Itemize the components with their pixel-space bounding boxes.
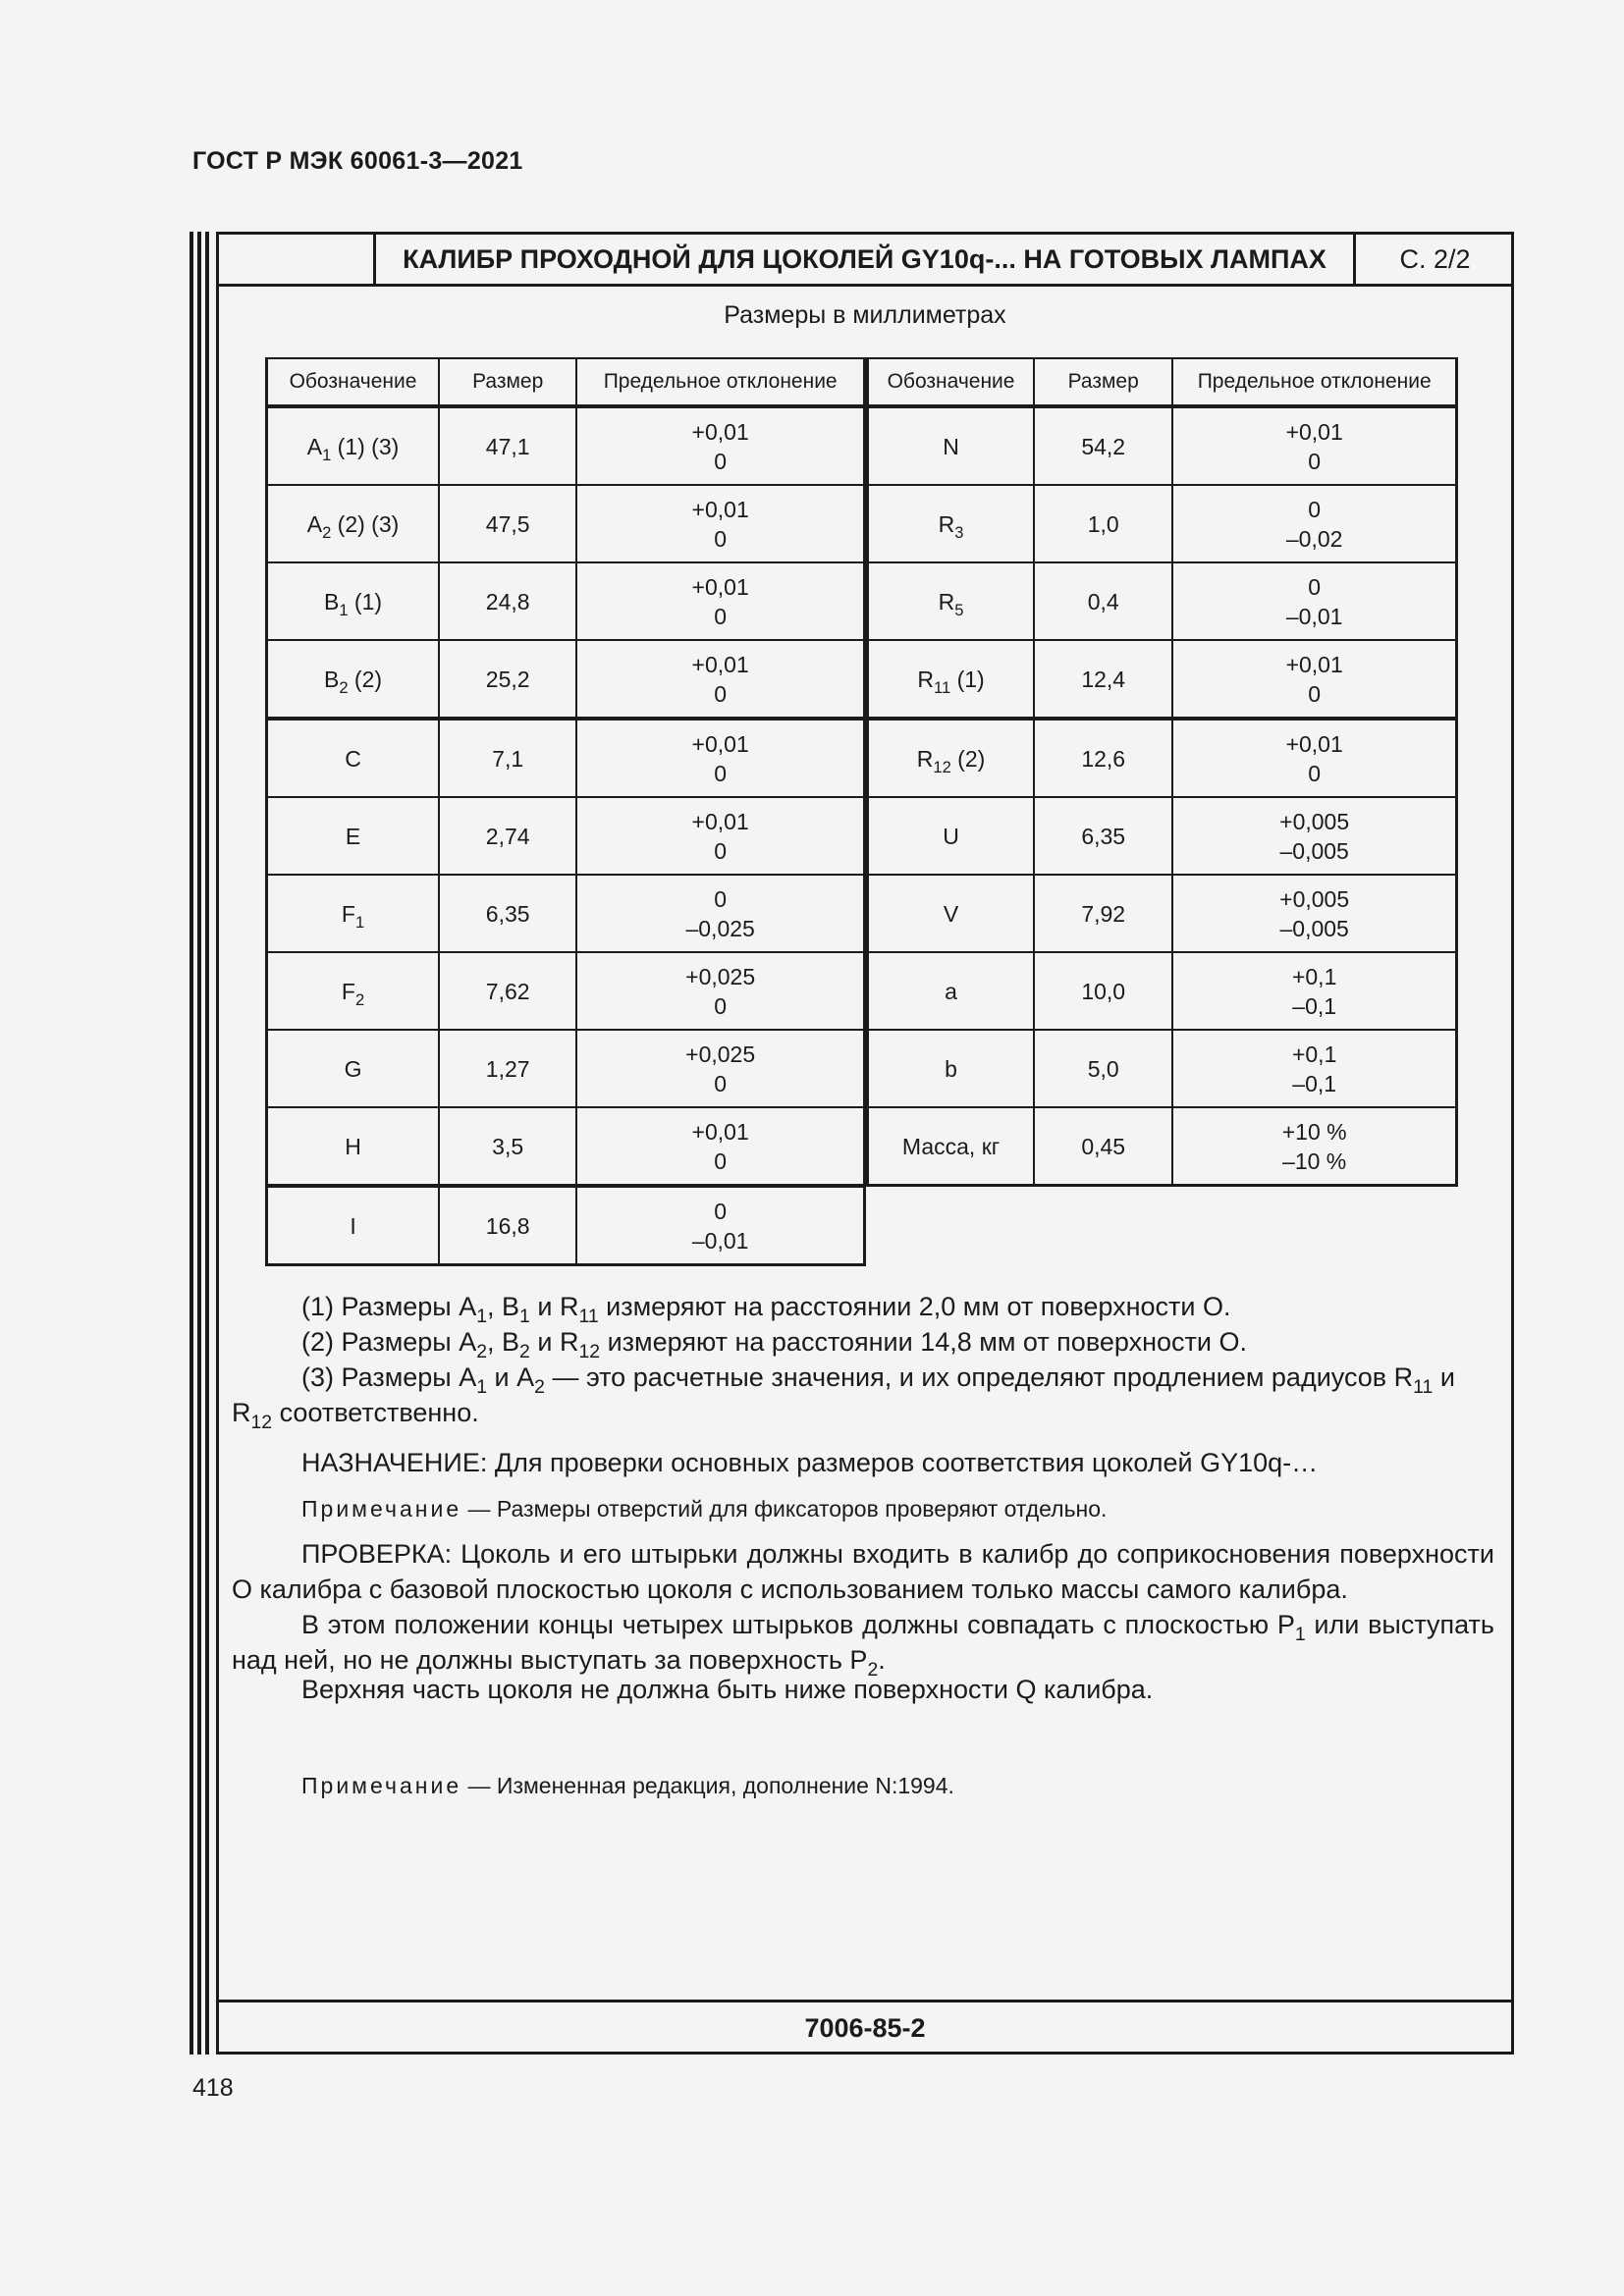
size-cell: 3,5 <box>439 1107 576 1186</box>
size-cell: 12,4 <box>1034 640 1172 719</box>
note-edition: Примечание — Измененная редакция, дополнение N:1994. <box>301 1773 954 1798</box>
table-header-row <box>868 358 1457 406</box>
designation-symbol: a <box>945 978 957 1004</box>
table-row <box>267 562 865 640</box>
deviation-upper: +0,1 <box>1291 1041 1337 1067</box>
deviation-cell <box>576 797 864 875</box>
deviation-cell <box>576 952 864 1030</box>
table-row <box>267 485 865 562</box>
table-row <box>267 406 865 485</box>
deviation-lower: 0 <box>714 992 728 1019</box>
deviation-lower: 0 <box>714 680 728 707</box>
size-cell: 16,8 <box>439 1186 576 1265</box>
deviation-cell <box>1172 797 1456 875</box>
deviation-lower: –10 % <box>1282 1148 1347 1174</box>
designation-symbol: A <box>306 433 323 459</box>
deviation-upper: 0 <box>1308 573 1322 600</box>
table-row <box>868 719 1457 797</box>
designation-cell <box>267 406 440 485</box>
size-cell: 10,0 <box>1034 952 1172 1030</box>
deviation-lower: 0 <box>714 837 728 864</box>
designation-symbol: Масса, кг <box>901 1133 1001 1159</box>
designation-symbol: A <box>306 510 323 537</box>
deviation-cell <box>576 1107 864 1186</box>
designation-subscript: 1 <box>322 445 332 464</box>
size-cell: 7,1 <box>439 719 576 797</box>
size-cell: 12,6 <box>1034 719 1172 797</box>
table-row <box>267 640 865 719</box>
dimensions-table-right <box>866 357 1458 1187</box>
margin-rule <box>205 232 209 2055</box>
designation-cell <box>267 1186 440 1265</box>
deviation-upper: +0,01 <box>691 730 749 757</box>
footer-divider <box>219 2000 1511 2002</box>
size-cell: 5,0 <box>1034 1030 1172 1107</box>
deviation-lower: 0 <box>714 1070 728 1096</box>
designation-symbol: C <box>345 745 361 772</box>
deviation-lower: 0 <box>714 603 728 629</box>
designation-subscript: 11 <box>934 677 951 697</box>
deviation-upper: 0 <box>714 885 728 912</box>
table-row <box>868 797 1457 875</box>
deviation-cell <box>576 485 864 562</box>
deviation-upper: 0 <box>1308 496 1322 522</box>
title-empty-cell <box>219 235 376 284</box>
page-number: 418 <box>192 2074 234 2102</box>
deviation-cell <box>576 562 864 640</box>
designation-symbol: N <box>943 433 959 459</box>
designation-note-ref: (1) <box>348 588 383 614</box>
deviation-upper: +0,01 <box>691 808 749 834</box>
deviation-cell <box>1172 640 1456 719</box>
deviation-lower: 0 <box>1308 680 1322 707</box>
table-row <box>868 406 1457 485</box>
designation-symbol: R <box>938 510 955 537</box>
title-block <box>219 235 1511 287</box>
header-size: Размер <box>1034 358 1172 406</box>
deviation-lower: 0 <box>714 1148 728 1174</box>
designation-subscript: 1 <box>339 600 349 619</box>
deviation-upper: +0,005 <box>1279 885 1350 912</box>
designation-symbol: B <box>323 588 340 614</box>
size-cell: 47,1 <box>439 406 576 485</box>
designation-symbol: R <box>938 588 955 614</box>
size-cell: 7,92 <box>1034 875 1172 952</box>
table-row <box>868 485 1457 562</box>
deviation-cell <box>576 1186 864 1265</box>
sheet-code: 7006-85-2 <box>804 2013 926 2043</box>
deviation-lower: –0,005 <box>1279 915 1349 941</box>
designation-subscript: 12 <box>933 757 951 776</box>
table-row <box>868 640 1457 719</box>
deviation-upper: +0,025 <box>685 1041 756 1067</box>
designation-note-ref: (2) <box>348 666 383 692</box>
table-row <box>267 1107 865 1186</box>
size-cell: 47,5 <box>439 485 576 562</box>
header-designation: Обозначение <box>868 358 1035 406</box>
size-cell: 24,8 <box>439 562 576 640</box>
designation-cell <box>267 1030 440 1107</box>
designation-symbol: G <box>344 1055 362 1082</box>
designation-cell <box>868 797 1035 875</box>
dimensions-table-left <box>265 357 866 1266</box>
size-cell: 0,45 <box>1034 1107 1172 1186</box>
designation-cell <box>868 640 1035 719</box>
designation-symbol: V <box>943 900 959 927</box>
document-header: ГОСТ Р МЭК 60061-3—2021 <box>192 147 523 175</box>
deviation-lower: –0,025 <box>685 915 755 941</box>
margin-rule <box>197 232 201 2055</box>
designation-cell <box>267 875 440 952</box>
deviation-lower: 0 <box>714 448 728 474</box>
designation-subscript: 1 <box>354 912 365 932</box>
size-cell: 0,4 <box>1034 562 1172 640</box>
designation-subscript: 2 <box>354 989 365 1009</box>
footnote-2: (2) Размеры $A_2$, $B_2$ и $R_{12}$ измеряют на расстоянии 14,8 мм от поверхности O. <box>301 1327 1247 1362</box>
margin-rule <box>189 232 193 2055</box>
deviation-upper: +0,01 <box>691 496 749 522</box>
deviation-upper: +0,01 <box>1285 651 1343 677</box>
check-paragraph-1: ПРОВЕРКА: Цоколь и его штырьки должны входить в калибр до соприкосновения поверхности O калибра с базовой плоскостью цоколя с использованием только массы самого калибра. <box>232 1539 1494 1604</box>
table-row <box>267 1030 865 1107</box>
deviation-lower: 0 <box>1308 448 1322 474</box>
designation-cell <box>267 1107 440 1186</box>
deviation-cell <box>1172 875 1456 952</box>
designation-cell <box>868 719 1035 797</box>
designation-symbol: U <box>943 823 959 849</box>
footnote-1: (1) Размеры $A_1$, $B_1$ и $R_{11}$ измеряют на расстоянии 2,0 мм от поверхности O. <box>301 1292 1231 1327</box>
table-row <box>868 562 1457 640</box>
deviation-upper: +0,01 <box>1285 418 1343 445</box>
table-header-row <box>267 358 865 406</box>
size-cell: 54,2 <box>1034 406 1172 485</box>
designation-cell <box>868 485 1035 562</box>
header-designation: Обозначение <box>267 358 440 406</box>
footnote-3: (3) Размеры $A_1$ и $A_2$ — это расчетные значения, и их определяют продлением радиусов $R_{11}$ и $R_{12}$ соответственно. <box>232 1362 1455 1433</box>
deviation-upper: +0,01 <box>1285 730 1343 757</box>
deviation-cell <box>1172 485 1456 562</box>
deviation-cell <box>576 1030 864 1107</box>
deviation-cell <box>1172 1030 1456 1107</box>
size-cell: 25,2 <box>439 640 576 719</box>
designation-symbol: F <box>341 978 355 1004</box>
designation-symbol: E <box>345 823 361 849</box>
deviation-upper: +0,01 <box>691 651 749 677</box>
deviation-lower: –0,1 <box>1292 992 1337 1019</box>
designation-cell <box>868 562 1035 640</box>
designation-note-ref: (2) <box>950 745 986 772</box>
deviation-upper: +0,1 <box>1291 963 1337 989</box>
header-deviation: Предельное отклонение <box>1172 358 1456 406</box>
size-cell: 7,62 <box>439 952 576 1030</box>
sheet-title: КАЛИБР ПРОХОДНОЙ ДЛЯ ЦОКОЛЕЙ GY10q-... НА ГОТОВЫХ ЛАМПАХ <box>403 244 1326 274</box>
designation-symbol: b <box>945 1055 957 1082</box>
deviation-cell <box>1172 406 1456 485</box>
table-row <box>267 797 865 875</box>
designation-symbol: F <box>341 900 355 927</box>
designation-note-ref: (1) <box>950 666 985 692</box>
designation-symbol: R <box>916 745 934 772</box>
designation-cell <box>267 952 440 1030</box>
designation-symbol: B <box>323 666 340 692</box>
designation-symbol: H <box>345 1133 361 1159</box>
deviation-lower: 0 <box>714 760 728 786</box>
deviation-upper: +0,01 <box>691 418 749 445</box>
check-paragraph-2: В этом положении концы четырех штырьков должны совпадать с плоскостью $P_1$ или выступать над ней, но не должны выступать за поверхность $P_2$. <box>232 1610 1494 1681</box>
designation-cell <box>868 1107 1035 1186</box>
designation-subscript: 2 <box>322 522 332 542</box>
size-cell: 6,35 <box>1034 797 1172 875</box>
designation-subscript: 5 <box>954 600 964 619</box>
table-row <box>267 719 865 797</box>
purpose-text: НАЗНАЧЕНИЕ: Для проверки основных размеров соответствия цоколей GY10q-… <box>301 1448 1319 1477</box>
deviation-upper: +0,01 <box>691 573 749 600</box>
table-row <box>868 952 1457 1030</box>
units-caption: Размеры в миллиметрах <box>724 301 1006 329</box>
deviation-upper: +0,005 <box>1279 808 1350 834</box>
designation-cell <box>267 640 440 719</box>
designation-cell <box>267 719 440 797</box>
note-fixators: Примечание — Размеры отверстий для фиксаторов проверяют отдельно. <box>301 1496 1108 1522</box>
header-deviation: Предельное отклонение <box>576 358 864 406</box>
table-row <box>868 1030 1457 1107</box>
table-row <box>267 952 865 1030</box>
sheet-page-number: С. 2/2 <box>1353 235 1514 284</box>
size-cell: 1,0 <box>1034 485 1172 562</box>
deviation-cell <box>1172 1107 1456 1186</box>
deviation-upper: +0,025 <box>685 963 756 989</box>
deviation-lower: –0,01 <box>691 1227 749 1254</box>
designation-note-ref: (2) (3) <box>331 510 400 537</box>
designation-subscript: 2 <box>339 677 349 697</box>
table-row <box>267 1186 865 1265</box>
designation-cell <box>868 952 1035 1030</box>
designation-cell <box>267 562 440 640</box>
deviation-cell <box>576 875 864 952</box>
header-size: Размер <box>439 358 576 406</box>
designation-cell <box>267 485 440 562</box>
designation-cell <box>868 406 1035 485</box>
designation-symbol: I <box>350 1212 356 1239</box>
size-cell: 2,74 <box>439 797 576 875</box>
deviation-cell <box>576 719 864 797</box>
deviation-cell <box>1172 719 1456 797</box>
designation-cell <box>868 1030 1035 1107</box>
table-row <box>267 875 865 952</box>
size-cell: 1,27 <box>439 1030 576 1107</box>
designation-symbol: R <box>917 666 934 692</box>
designation-subscript: 3 <box>954 522 964 542</box>
deviation-lower: 0 <box>714 525 728 552</box>
deviation-lower: –0,005 <box>1279 837 1349 864</box>
deviation-upper: +10 % <box>1281 1118 1347 1145</box>
deviation-lower: –0,1 <box>1292 1070 1337 1096</box>
designation-cell <box>868 875 1035 952</box>
designation-note-ref: (1) (3) <box>331 433 400 459</box>
deviation-cell <box>1172 952 1456 1030</box>
designation-cell <box>267 797 440 875</box>
table-row <box>868 875 1457 952</box>
check-paragraph-3: Верхняя часть цоколя не должна быть ниже поверхности Q калибра. <box>301 1675 1154 1704</box>
deviation-lower: –0,01 <box>1285 603 1343 629</box>
deviation-cell <box>576 406 864 485</box>
deviation-cell <box>1172 562 1456 640</box>
size-cell: 6,35 <box>439 875 576 952</box>
deviation-upper: +0,01 <box>691 1118 749 1145</box>
table-row <box>868 1107 1457 1186</box>
deviation-lower: –0,02 <box>1285 525 1343 552</box>
deviation-upper: 0 <box>714 1198 728 1224</box>
deviation-cell <box>576 640 864 719</box>
deviation-lower: 0 <box>1308 760 1322 786</box>
